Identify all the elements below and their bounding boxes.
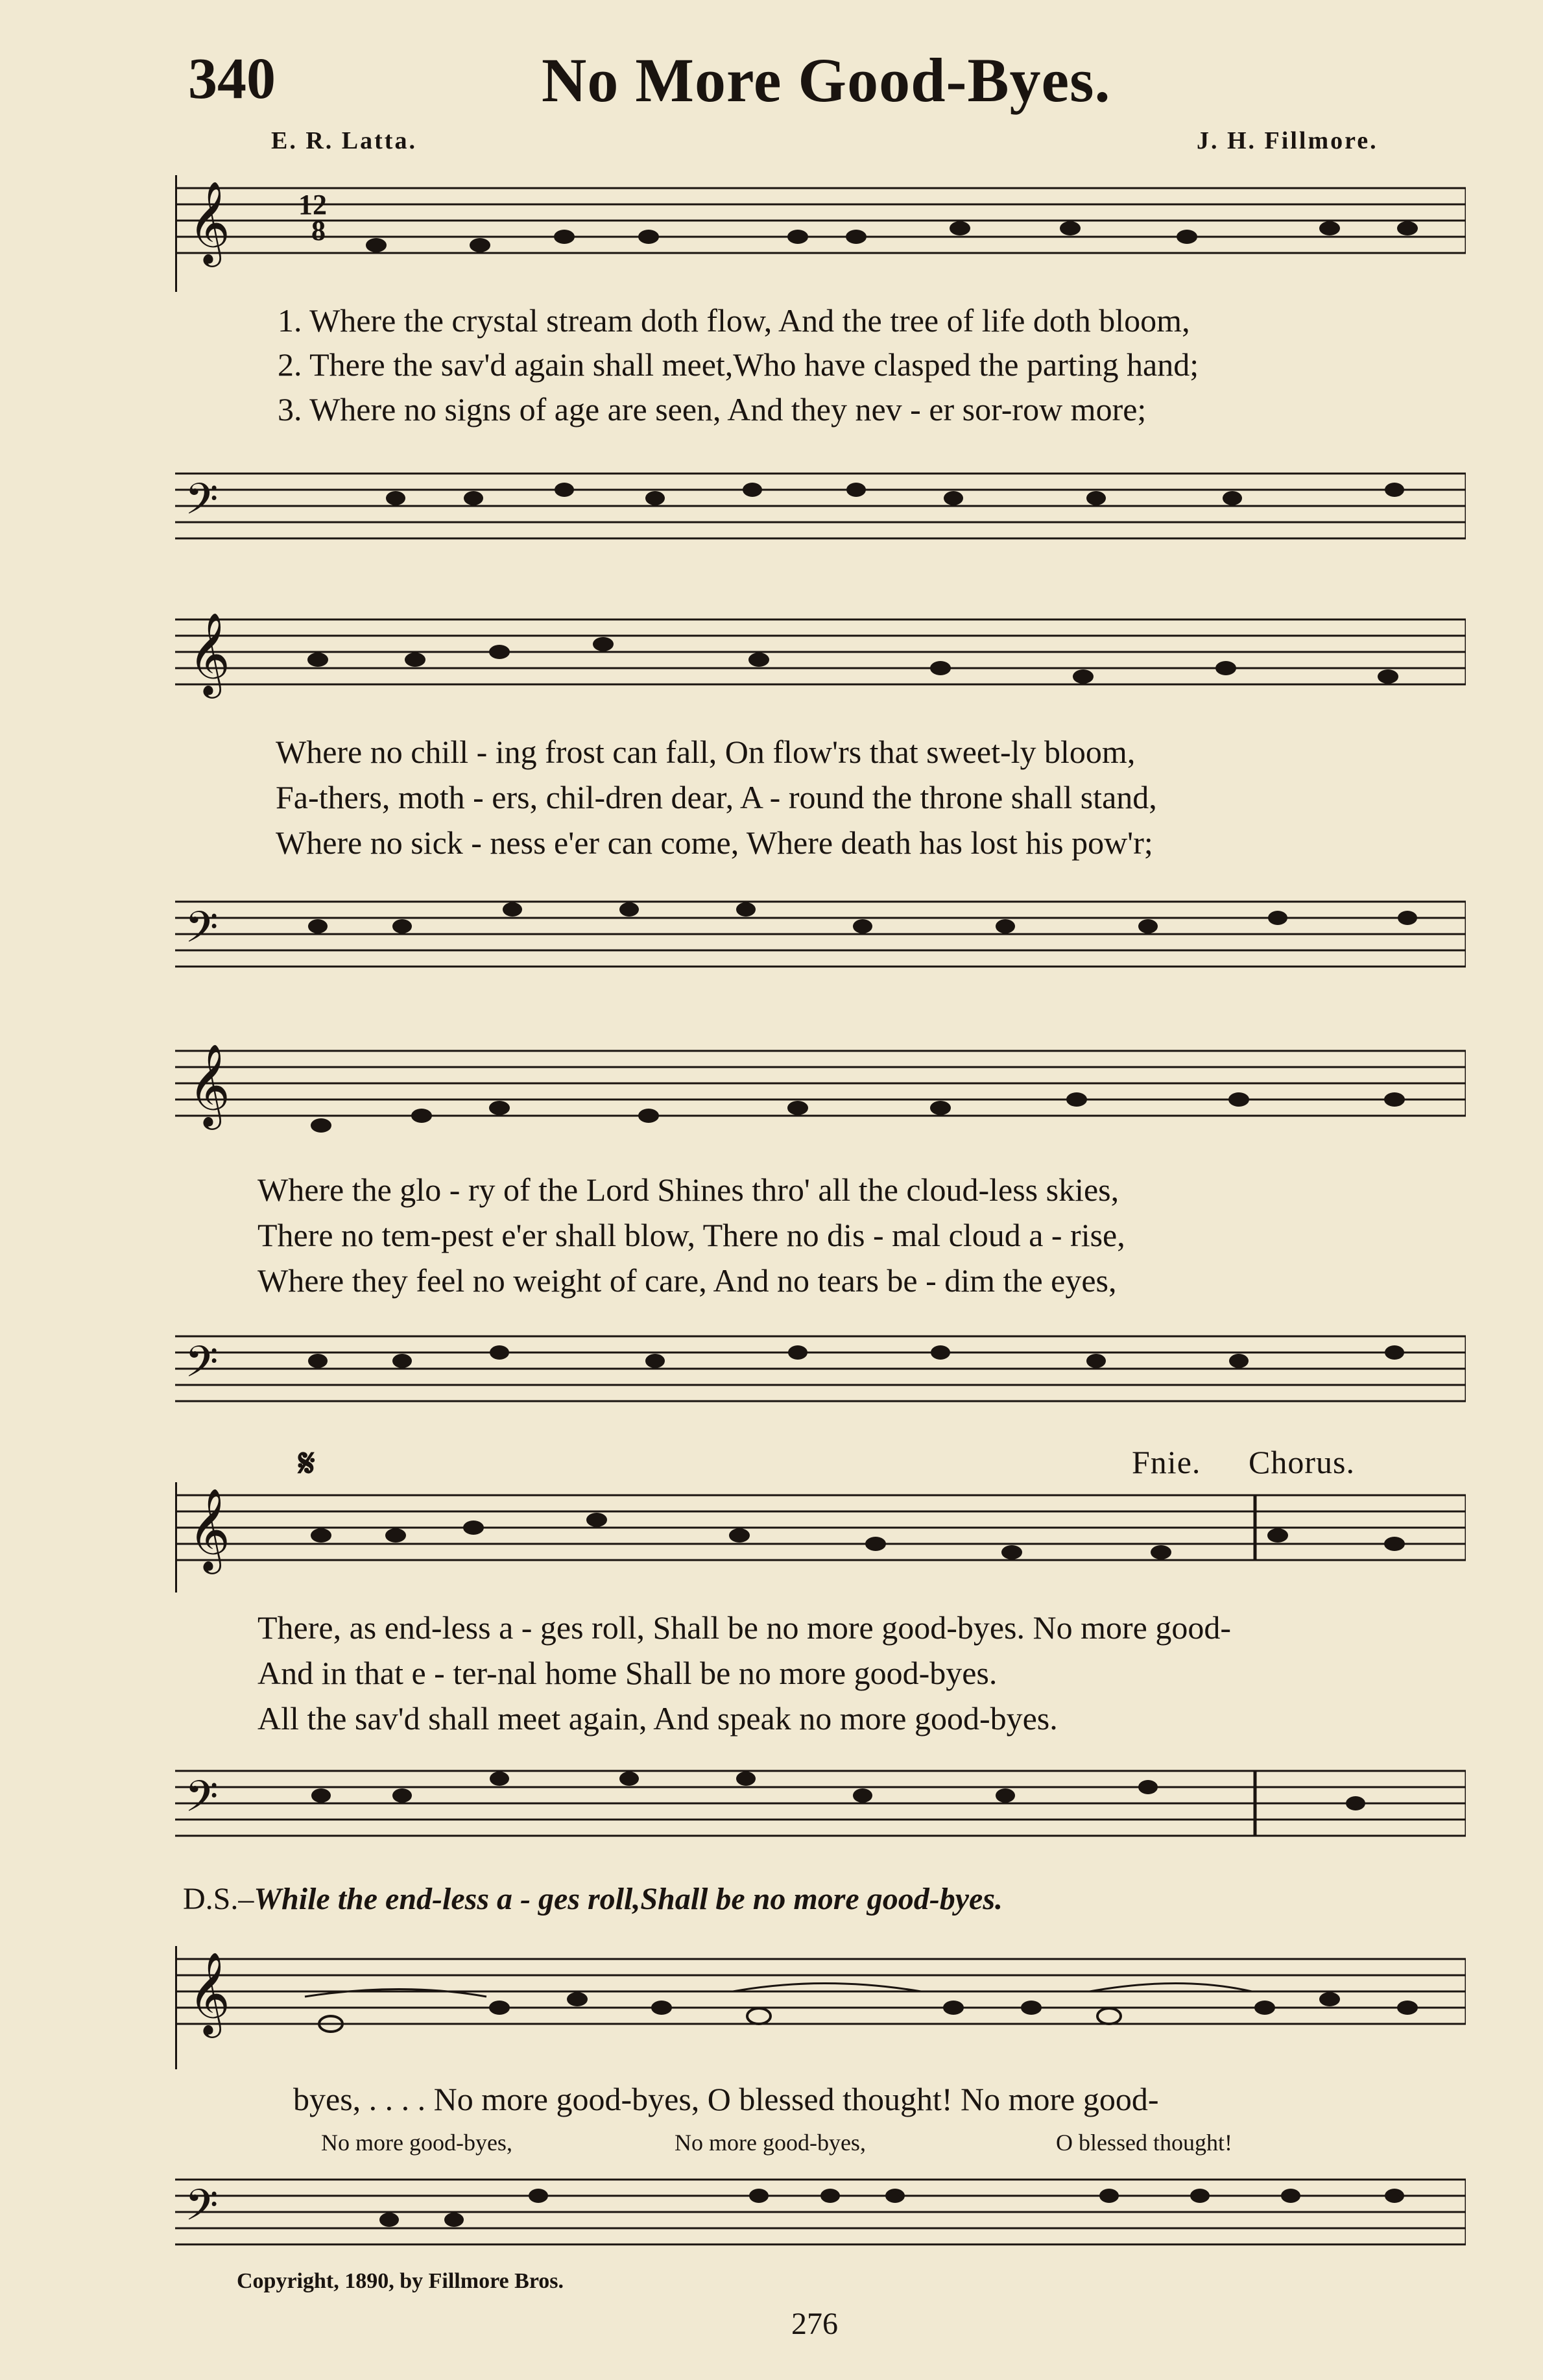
segno-sign: 𝄋 (298, 1442, 315, 1485)
treble-staff-5 (175, 1946, 1466, 2069)
bass-staff-5 (175, 2160, 1466, 2264)
svg-text:8: 8 (311, 215, 326, 246)
fine-marker: Fnie. (1132, 1444, 1201, 1480)
echo-label-3: O blessed thought! (1056, 2130, 1232, 2156)
lyric-s1-v2: 2. There the sav'd again shall meet,Who have clasped the parting hand; (278, 346, 1199, 383)
copyright-notice: Copyright, 1890, by Fillmore Bros. (237, 2269, 564, 2293)
ds-instruction (183, 1881, 1003, 1917)
treble-staff-1 (175, 175, 1466, 292)
treble-staff-3 (175, 1038, 1466, 1142)
bass-staff-4 (175, 1751, 1466, 1849)
lyric-s5: byes, . . . . No more good-byes, O blessed thought! No more good- (293, 2081, 1159, 2117)
hymn-title: No More Good-Byes. (542, 45, 1111, 115)
lyric-s1-v3: 3. Where no signs of age are seen, And they nev - er sor-row more; (278, 391, 1147, 427)
lyric-s3-v2: There no tem-pest e'er shall blow, There no dis - mal cloud a - rise, (257, 1217, 1125, 1253)
ds-text: While the end-less a - ges roll,Shall be no more good-byes. (254, 1882, 1003, 1916)
treble-staff-4 (175, 1482, 1466, 1593)
lyric-s2-v2: Fa-thers, moth - ers, chil-dren dear, A - round the throne shall stand, (276, 779, 1157, 815)
lyric-s4-v1: There, as end-less a - ges roll, Shall be no more good-byes. No more good- (257, 1609, 1232, 1646)
svg-text:𝄞: 𝄞 (188, 1954, 231, 2033)
echo-label-2: No more good-byes, (675, 2130, 866, 2156)
svg-text:𝄢: 𝄢 (185, 477, 219, 534)
page-number: 276 (791, 2307, 838, 2341)
echo-label-1: No more good-byes, (321, 2130, 512, 2156)
treble-staff-2 (175, 607, 1466, 710)
lyric-s2-v3: Where no sick - ness e'er can come, Where death has lost his pow'r; (276, 824, 1153, 861)
svg-text:𝄞: 𝄞 (188, 183, 231, 262)
ds-label: D.S.– (183, 1882, 254, 1916)
svg-text:𝄢: 𝄢 (185, 2183, 219, 2240)
chorus-marker: Chorus. (1249, 1444, 1355, 1480)
svg-text:𝄞: 𝄞 (188, 1046, 231, 1125)
lyric-s2-v1: Where no chill - ing frost can fall, On flow'rs that sweet-ly bloom, (276, 734, 1136, 770)
author-credit: E. R. Latta. (271, 127, 417, 154)
composer-credit: J. H. Fillmore. (1197, 127, 1378, 154)
lyric-s3-v1: Where the glo - ry of the Lord Shines thro' all the cloud-less skies, (257, 1172, 1119, 1208)
svg-text:𝄢: 𝄢 (185, 1774, 219, 1831)
lyric-s4-v2: And in that e - ter-nal home Shall be no more good-byes. (257, 1655, 998, 1691)
svg-text:𝄢: 𝄢 (185, 905, 219, 962)
bass-staff-3 (175, 1317, 1466, 1414)
svg-text:𝄞: 𝄞 (188, 614, 231, 693)
svg-text:𝄢: 𝄢 (185, 1340, 219, 1397)
lyric-s3-v3: Where they feel no weight of care, And no tears be - dim the eyes, (257, 1262, 1117, 1299)
bass-staff-1 (175, 454, 1466, 551)
svg-text:𝄞: 𝄞 (188, 1490, 231, 1569)
hymn-number: 340 (188, 47, 276, 111)
bass-staff-2 (175, 882, 1466, 980)
lyric-s4-v3: All the sav'd shall meet again, And speak no more good-byes. (257, 1700, 1058, 1737)
lyric-s1-v1: 1. Where the crystal stream doth flow, And the tree of life doth bloom, (278, 302, 1190, 339)
svg-text:12: 12 (298, 189, 327, 221)
